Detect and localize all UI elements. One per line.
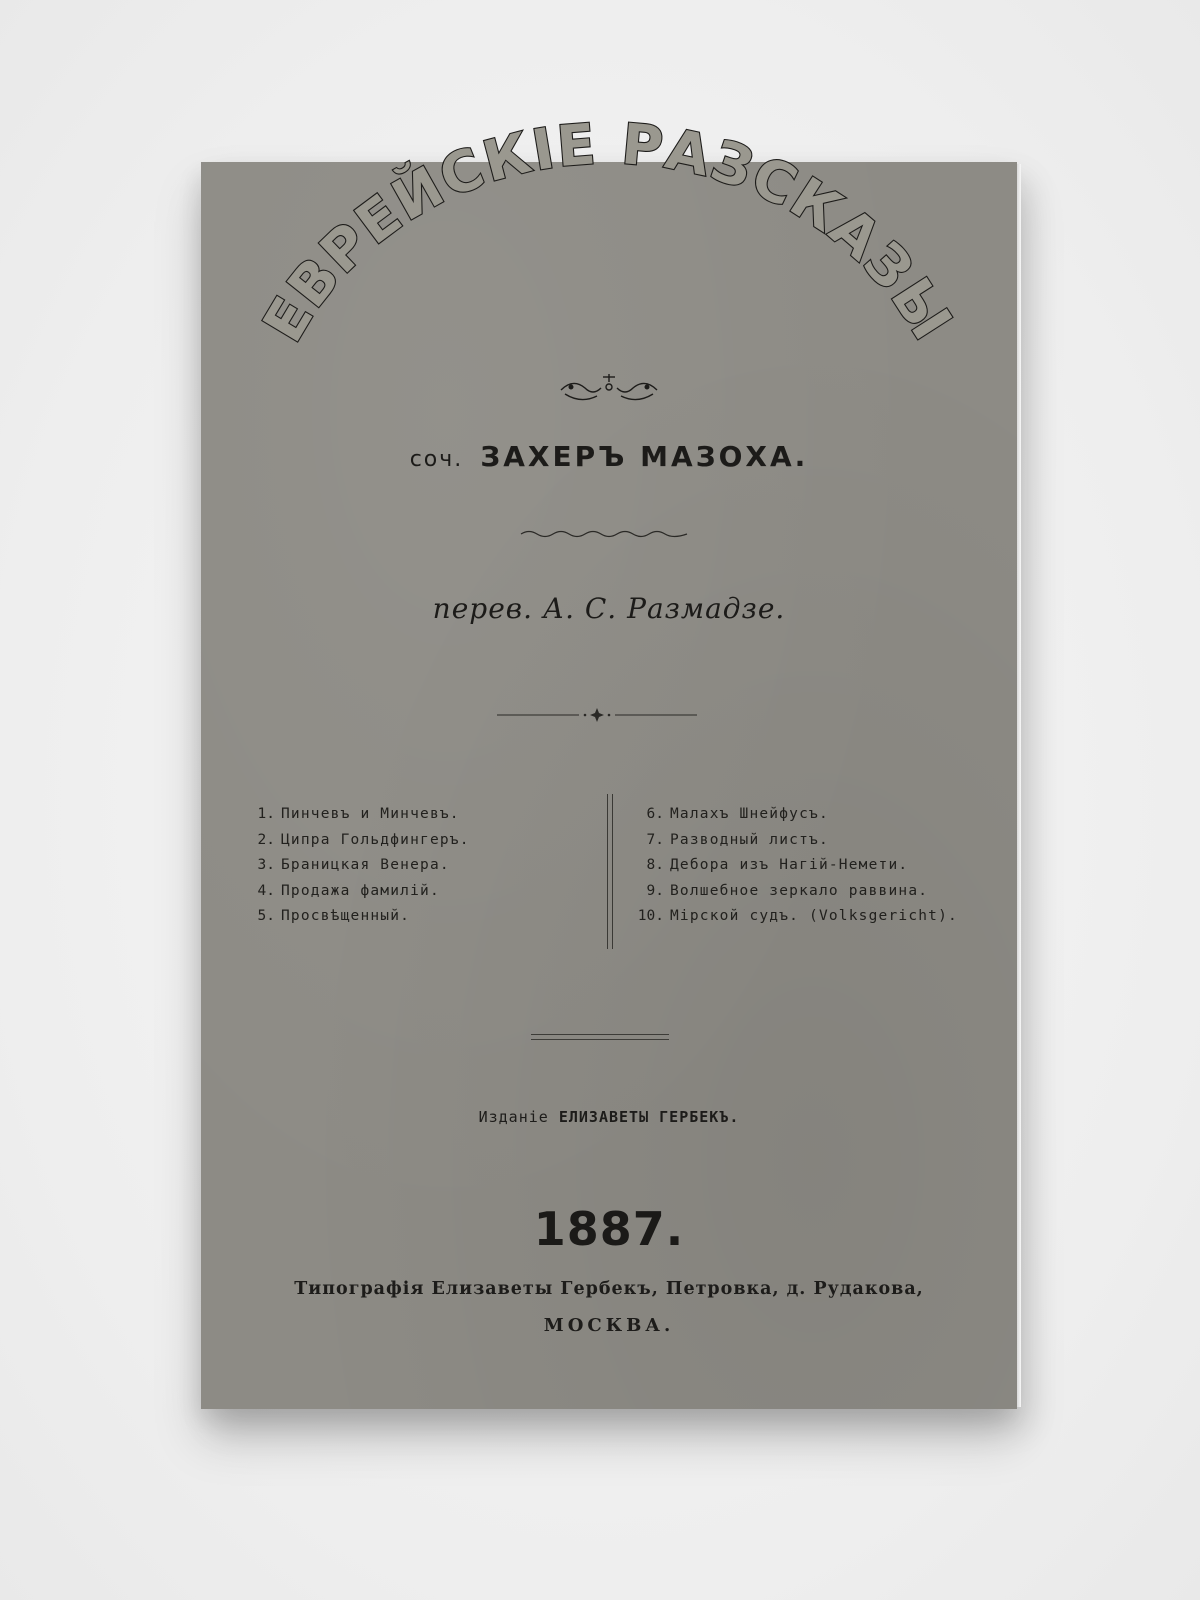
contents-item — [626, 879, 1006, 905]
publisher-prefix: Изданіе — [478, 1108, 549, 1126]
author-prefix: соч. — [409, 447, 464, 472]
author-name: ЗАХЕРЪ МАЗОХА. — [480, 440, 809, 473]
contents-item-number: 5. — [257, 908, 275, 924]
city-line: МОСКВА. — [543, 1315, 675, 1336]
contents-item — [626, 828, 1006, 854]
contents-item-number: 8. — [646, 857, 664, 873]
contents-item-title: Малахъ Шнейфусъ. — [670, 806, 829, 822]
author-line — [201, 440, 1017, 473]
publication-year: 1887. — [533, 1202, 685, 1256]
contents-item — [626, 853, 1006, 879]
contents-item — [243, 828, 588, 854]
book-title-text: ЕВРЕЙСКІЕ РАЗСКАЗЫ — [251, 112, 965, 353]
translator-line: перев. А. С. Размадзе. — [432, 592, 786, 625]
column-divider — [607, 794, 613, 949]
contents-item — [243, 853, 588, 879]
scroll-flourish-icon — [561, 374, 657, 400]
book-title — [251, 112, 965, 353]
publisher-line — [201, 1108, 1017, 1126]
publisher-name: ЕЛИЗАВЕТЫ ГЕРБЕКЪ. — [558, 1108, 740, 1126]
contents-item-number: 9. — [646, 882, 664, 899]
printer-line: Типографія Елизаветы Гербекъ, Петровка, д. Рудакова, — [294, 1279, 924, 1299]
contents-item-number: 10. — [637, 908, 664, 924]
contents-item-number: 2. — [257, 831, 275, 848]
contents-item-number: 4. — [257, 882, 275, 899]
double-rule-ornament — [531, 1034, 669, 1040]
contents-item-title: Дебора изъ Нагій-Немети. — [670, 857, 909, 873]
contents-item — [243, 802, 588, 828]
contents-item-title: Разводный листъ. — [670, 831, 829, 848]
book-cover — [201, 112, 1017, 1409]
contents-list — [243, 802, 983, 952]
contents-item-title: Волшебное зеркало раввина. — [670, 882, 929, 899]
contents-item — [626, 904, 1006, 930]
star-ornament-icon — [497, 707, 697, 723]
contents-column-right — [626, 802, 1006, 930]
contents-item-title: Пинчевъ и Минчевъ. — [281, 806, 460, 822]
contents-item-number: 6. — [646, 806, 664, 822]
contents-item — [626, 802, 1006, 828]
page-edge — [1017, 164, 1021, 1407]
contents-column-left — [243, 802, 588, 930]
contents-item — [243, 904, 588, 930]
contents-item-number: 7. — [646, 831, 664, 848]
contents-item-number: 3. — [257, 857, 275, 873]
wavy-rule-ornament — [519, 528, 689, 540]
contents-item — [243, 879, 588, 905]
contents-item-title: Ципра Гольдфингеръ. — [281, 831, 470, 848]
contents-item-title: Продажа фамилій. — [281, 882, 440, 899]
contents-item-title: Мірской судъ. (Volksgericht). — [670, 908, 958, 924]
contents-item-number: 1. — [257, 806, 275, 822]
contents-item-title: Просвѣщенный. — [281, 908, 411, 924]
contents-item-title: Браницкая Венера. — [281, 857, 450, 873]
